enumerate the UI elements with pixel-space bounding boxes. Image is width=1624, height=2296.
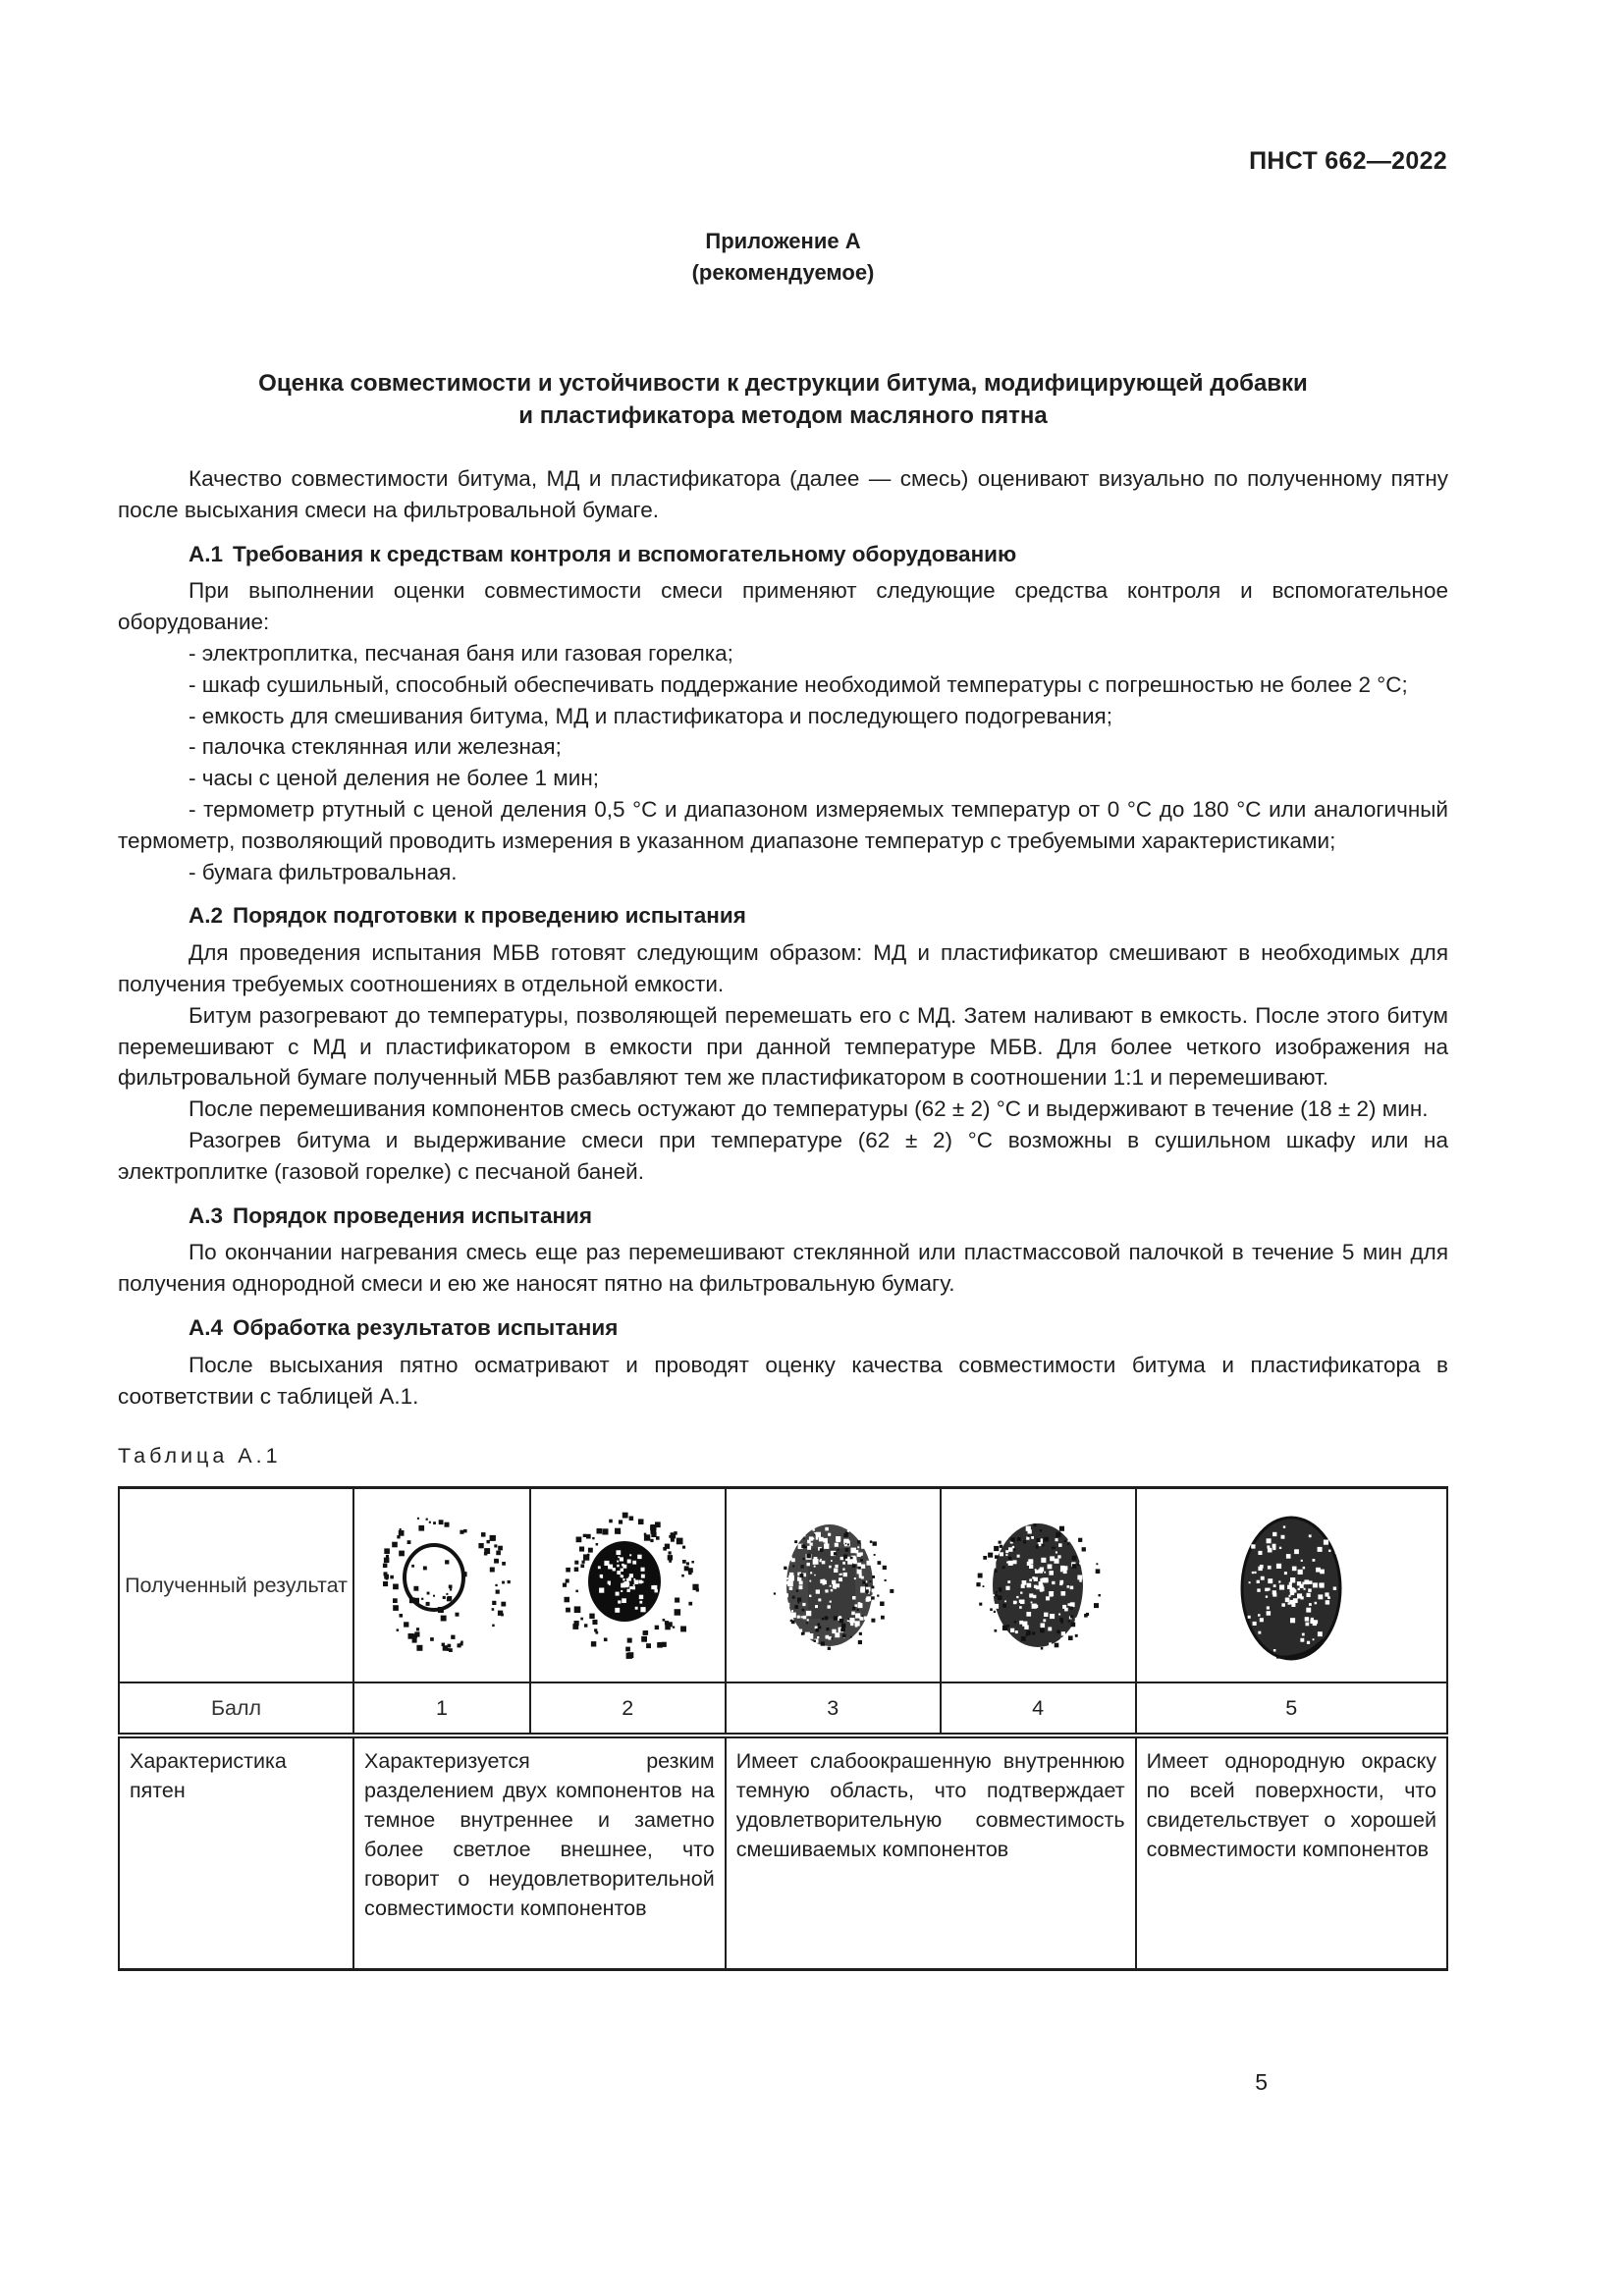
row-label-result: Полученный результат bbox=[119, 1488, 353, 1683]
section-number: А.2 bbox=[189, 903, 224, 929]
oil-spot-dense-icon bbox=[964, 1507, 1111, 1664]
description-cell-scores-3-4: Имеет слабоокрашенную внутреннюю темную область, что подтверждает удовлетворительную совместимость смешиваемых компонентов bbox=[726, 1735, 1136, 1970]
description-cell-scores-1-2: Характеризуется резким разделением двух компонентов на темное внутреннее и заметно более светлое внешнее, что говорит о неудовлетворительной совместимости компонентов bbox=[353, 1735, 726, 1970]
oil-spot-dark-core-icon bbox=[554, 1507, 701, 1664]
oil-spot-ring-icon bbox=[373, 1507, 511, 1664]
section-heading-a4 bbox=[118, 1312, 1448, 1344]
section-title: Порядок подготовки к проведению испытания bbox=[233, 903, 746, 929]
title-line-2: и пластификатора методом масляного пятна bbox=[518, 402, 1048, 429]
score-cell: 2 bbox=[530, 1682, 726, 1735]
row-label-description: Характеристика пятен bbox=[119, 1735, 353, 1970]
paragraph: После перемешивания компонентов смесь остужают до температуры (62 ± 2) °С и выдерживают в течение (18 ± 2) мин. bbox=[189, 1096, 1429, 1122]
row-label-score: Балл bbox=[119, 1682, 353, 1735]
score-cell: 5 bbox=[1136, 1682, 1447, 1735]
paragraph: По окончании нагревания смесь еще раз перемешивают стеклянной или пластмассовой палочкой в течение 5 мин для получения однородной смеси и ею же наносят пятно на фильтровальную бумагу. bbox=[118, 1240, 1448, 1297]
table-row-result bbox=[119, 1488, 1447, 1683]
document-code: ПНСТ 662—2022 bbox=[1249, 147, 1447, 175]
score-cell: 3 bbox=[726, 1682, 941, 1735]
section-title: Требования к средствам контроля и вспомогательному оборудованию bbox=[233, 541, 1017, 566]
list-item: - бумага фильтровальная. bbox=[189, 859, 458, 884]
section-heading-a2 bbox=[118, 900, 1448, 932]
table-caption: Таблица А.1 bbox=[118, 1444, 282, 1468]
list-item: - часы с ценой деления не более 1 мин; bbox=[189, 766, 600, 791]
list-item: - электроплитка, песчаная баня или газовая горелка; bbox=[189, 640, 733, 666]
table-row-score bbox=[119, 1682, 1447, 1735]
table-row-description bbox=[119, 1735, 1447, 1970]
spot-cell-3 bbox=[726, 1488, 941, 1683]
section-title: Порядок проведения испытания bbox=[233, 1202, 593, 1228]
annex-heading bbox=[118, 226, 1448, 289]
title-line-1: Оценка совместимости и устойчивости к деструкции битума, модифицирующей добавки bbox=[258, 370, 1308, 397]
oil-spot-uniform-icon bbox=[1208, 1502, 1375, 1669]
list-item: - емкость для смешивания битума, МД и пластификатора и последующего подогревания; bbox=[189, 703, 1112, 728]
paragraph: Битум разогревают до температуры, позволяющей перемешать его с МД. Затем наливают в емкость. После этого битум перемешивают с МД и пластификатором в емкости при данной температуре МБВ. Для более четкого изображения на фильтровальной бумаге полученный МБВ разбавляют тем же пластификатором в соотношении 1:1 и перемешивают. bbox=[118, 1002, 1448, 1091]
oil-spot-speckled-icon bbox=[759, 1507, 906, 1664]
list-item: - термометр ртутный с ценой деления 0,5 °С и диапазоном измеряемых температур от 0 °С до 180 °С или аналогичный термометр, позволяющий проводить измерения в указанном диапазоне температур с требуемыми характеристиками; bbox=[118, 796, 1448, 853]
annex-status: (рекомендуемое) bbox=[691, 260, 875, 285]
paragraph: Разогрев битума и выдерживание смеси при температуре (62 ± 2) °С возможны в сушильном шкафу или на электроплитке (газовой горелке) с песчаной баней. bbox=[118, 1127, 1448, 1184]
intro-paragraph: Качество совместимости битума, МД и пластификатора (далее — смесь) оценивают визуально по полученному пятну после высыхания смеси на фильтровальной бумаге. bbox=[118, 466, 1448, 522]
document-title bbox=[118, 367, 1448, 432]
spot-cell-1 bbox=[353, 1488, 530, 1683]
section-title: Обработка результатов испытания bbox=[233, 1314, 619, 1340]
section-heading-a3 bbox=[118, 1201, 1448, 1232]
list-item: - шкаф сушильный, способный обеспечивать поддержание необходимой температуры с погрешностью не более 2 °С; bbox=[189, 671, 1408, 697]
spot-cell-4 bbox=[941, 1488, 1136, 1683]
paragraph: При выполнении оценки совместимости смеси применяют следующие средства контроля и вспомогательное оборудование: bbox=[118, 578, 1448, 635]
spot-cell-5 bbox=[1136, 1488, 1447, 1683]
score-cell: 1 bbox=[353, 1682, 530, 1735]
paragraph: После высыхания пятно осматривают и проводят оценку качества совместимости битума и пластификатора в соответствии с таблицей А.1. bbox=[118, 1352, 1448, 1409]
page-number: 5 bbox=[1255, 2069, 1268, 2095]
spot-cell-2 bbox=[530, 1488, 726, 1683]
section-number: А.4 bbox=[189, 1314, 224, 1340]
section-number: А.3 bbox=[189, 1202, 224, 1228]
list-item: - палочка стеклянная или железная; bbox=[189, 734, 562, 760]
document-body bbox=[118, 463, 1448, 1971]
description-cell-score-5: Имеет однородную окраску по всей поверхности, что свидетельствует о хорошей совместимости компонентов bbox=[1136, 1735, 1447, 1970]
section-heading-a1 bbox=[118, 539, 1448, 570]
score-cell: 4 bbox=[941, 1682, 1136, 1735]
annex-title: Приложение А bbox=[705, 229, 861, 253]
paragraph: Для проведения испытания МБВ готовят следующим образом: МД и пластификатор смешивают в необходимых для получения требуемых соотношениях в отдельной емкости. bbox=[118, 940, 1448, 996]
results-table bbox=[118, 1486, 1448, 1971]
section-number: А.1 bbox=[189, 541, 224, 566]
